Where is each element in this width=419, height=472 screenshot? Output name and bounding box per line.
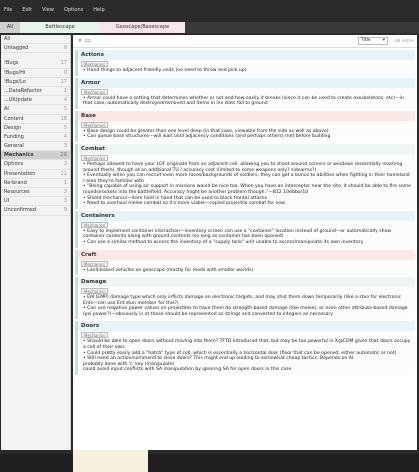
sidebar-item-label: Design (4, 124, 22, 131)
sidebar-item-count: 5 (63, 124, 67, 131)
sidebar-item-label: AI (4, 106, 9, 113)
note-title: Craft (78, 250, 415, 260)
note-card[interactable] (75, 50, 415, 76)
search-icon[interactable]: ⌕ (78, 37, 82, 44)
sidebar-item-count: 17 (60, 78, 67, 85)
note-line: • Hand things to adjacent friendly units (no need to throw and pick up) (83, 68, 247, 73)
sidebar-item-label: Re-brand (4, 179, 27, 186)
sidebar-item-bugs[interactable] (1, 59, 70, 68)
sidebar-item-count: 3 (63, 198, 67, 205)
note-body (78, 96, 415, 109)
tab-bar-filler (185, 22, 419, 33)
note-card[interactable] (75, 277, 415, 319)
sidebar-item-content[interactable] (1, 115, 70, 124)
sidebar-item-label: Untagged (4, 45, 29, 52)
sidebar-item-uiupdate[interactable] (1, 96, 70, 105)
sidebar-item-label: General (4, 143, 24, 150)
sidebar-item-label: ...UIUpdate (4, 97, 33, 104)
note-tag[interactable]: Mechanics (81, 288, 108, 294)
note-line: • Can use negative power values on projectiles to have them do strength-based damage (like melee), or even other attribute-based damage (psi power?)—obviously in xt these should be represented as strings and converted to integers as necessary (83, 306, 408, 317)
chevron-down-icon: ▾ (382, 38, 385, 43)
sidebar-item-label: ...DataRefactor (4, 87, 42, 94)
note-tag[interactable]: Mechanics (81, 261, 108, 267)
sort-select[interactable] (358, 37, 388, 45)
note-card[interactable] (75, 144, 415, 209)
sidebar-item-ui[interactable] (1, 197, 70, 206)
note-title: Damage (78, 277, 415, 287)
sidebar-item-label: Unconfirmed (4, 207, 37, 214)
sidebar-item-label: !Bugs (4, 60, 19, 67)
note-line: • Can use a similar method to access the inventory of a "supply tank" unit unable to access/manipulate its own inventory (83, 239, 364, 245)
sidebar-item-count: 0 (63, 69, 67, 76)
note-line: • Armor could have a setting that determines whether or not and how easily it breaks (since it can be used to create exoskeletons, etc)—in that case, automatically destroyed/removed and items in inv slots fall to ground (83, 95, 404, 107)
note-count: 28 notes (394, 38, 414, 44)
note-line: • Perhaps allowed to have your LOF originate from an adjacent cell, allowing you to shoot around corners or windows (essentially reaching around them), though at an additional TU / accuracy cost (limited to some weapons only? sidearms?) (83, 161, 403, 173)
note-title: Armor (78, 78, 415, 88)
tab-all[interactable]: All (0, 22, 20, 33)
sort-label: Title (361, 38, 371, 43)
note-line: • Shield mechanics—item held in hand that can be used to block frontal attacks (83, 195, 268, 201)
sidebar-item-resources[interactable] (1, 188, 70, 197)
sidebar-item-count: 0 (63, 45, 67, 52)
sidebar-item-count: 17 (60, 60, 67, 67)
sidebar-item-count: 18 (60, 115, 67, 122)
sidebar-item-ai[interactable] (1, 105, 70, 114)
note-card[interactable] (75, 111, 415, 142)
note-line: could avoid input conflicts with SA manipulation by ignoring SA for open doors in this case (83, 367, 292, 373)
note-line: • Still need an action/command to close doors? This might end up leading to somewhat cheap tactics. Depends on AI. (83, 356, 355, 362)
note-title: Containers (78, 211, 415, 221)
note-line: • Eventually when you can recruit even more races/backgrounds of soldiers, they can get a bonus to abilities when fighting in their homeland / area they're familiar with (83, 173, 410, 184)
note-card[interactable] (75, 321, 415, 375)
tab-battlescape[interactable]: Battlescape (20, 22, 100, 33)
sidebar-item-label: Resources (4, 189, 30, 195)
note-list (73, 50, 417, 375)
note-tag[interactable]: Mechanics (81, 61, 108, 67)
sidebar-item-unconfirmed[interactable] (1, 206, 70, 215)
note-card[interactable] (75, 78, 415, 109)
sidebar-item-untagged[interactable] (1, 44, 70, 53)
sidebar-item-count: 4 (63, 133, 67, 140)
sidebar-item-funding[interactable] (1, 133, 70, 142)
notes-toolbar (73, 35, 417, 48)
sidebar-item-bugs-hi[interactable] (1, 69, 70, 78)
sidebar-item-label: !Bugs/Lo (4, 78, 26, 85)
sidebar-item-label: Funding (4, 133, 24, 140)
new-note-icon[interactable]: ▭ (85, 37, 91, 44)
note-line: • Could pretty easily add a "hatch" type of cell, which is essentially a horizontal door (floor that can be opened, either automatic or not) (83, 350, 397, 356)
sidebar-item-label: !Bugs/Hi (4, 69, 26, 76)
menu-bar (0, 0, 419, 20)
menu-view[interactable]: View (42, 7, 54, 13)
sidebar-item-count: 9 (63, 207, 67, 214)
note-body (78, 68, 415, 76)
sidebar-item-all[interactable] (1, 35, 70, 44)
note-line: • Base design could be greater than one level deep (in that case, viewable from the side as well as above) (83, 128, 329, 134)
note-body (78, 268, 415, 276)
note-body (78, 339, 415, 375)
menu-help[interactable]: Help (93, 7, 105, 13)
note-tag[interactable]: Mechanics (81, 222, 108, 228)
note-tag[interactable]: Mechanics (81, 155, 108, 161)
sidebar-item-label: All (4, 36, 11, 42)
sidebar-item-label: Content (4, 115, 24, 122)
note-line: • Easy to implement container interaction—inventory screen can use a "container" location instead of ground—or automatically show container contents along with ground contents (so long as container has been opened) (83, 228, 392, 240)
sidebar-item-count: 5 (63, 106, 67, 113)
note-body (78, 129, 415, 142)
sidebar-item-label: Mechanics (4, 152, 34, 159)
sidebar-item-count: 28 (60, 152, 67, 159)
sidebar-item-count: 1 (63, 87, 67, 94)
sidebar-item-label: UI (4, 198, 10, 205)
note-body (78, 229, 415, 248)
sidebar-item-count: 11 (60, 170, 67, 177)
menu-options[interactable]: Options (63, 7, 84, 13)
sidebar-item-options[interactable] (1, 160, 70, 169)
sidebar-item-general[interactable] (1, 142, 70, 151)
note-tag[interactable]: Mechanics (81, 89, 108, 95)
notes-pane (73, 35, 417, 450)
sidebar-item-count: 4 (63, 97, 67, 104)
sidebar-item-rebrand[interactable] (1, 179, 70, 188)
note-title: Actions (78, 50, 415, 60)
sidebar-item-presentation[interactable] (1, 170, 70, 179)
note-line: • Can queue base structures—will wait until adjacency conditions (and perhaps others) met before building (83, 134, 331, 140)
note-line: • EM (EMP) damage type which only inflicts damage on electronic targets, and may shut them down temporarily (like a stun for electronic Ents—can use Ent stun member for this?) (83, 295, 402, 306)
note-tag[interactable]: Mechanics (81, 332, 108, 338)
note-title: Doors (78, 321, 415, 331)
note-line: • "Being capable of using air support in missions would be nice too. When you have an interceptor near the site, it should be able to fire some rounds/rockets into the battlefield. Accuracy might be another problem though."—B12 10ebbor10 (83, 184, 411, 195)
tab-geoscape[interactable]: Geoscape/Basescape (100, 22, 185, 33)
sidebar-item-count: 3 (63, 143, 67, 150)
note-card[interactable] (75, 250, 415, 276)
note-line: • Should be able to open doors without moving into them? TFTD introduced that, but may be too powerful in X@COM given that doors occupy a cell of their own. (83, 339, 411, 351)
note-card[interactable] (75, 211, 415, 248)
note-body (78, 162, 415, 209)
sidebar-item-count: 1 (63, 179, 67, 186)
sidebar-item-count: 3 (63, 189, 67, 195)
sidebar-item-design[interactable] (1, 124, 70, 133)
sidebar-item-label: Presentation (4, 170, 36, 177)
sidebar-item-datarefactor[interactable] (1, 87, 70, 96)
note-title: Combat (78, 144, 415, 154)
tag-sidebar (1, 35, 71, 450)
note-tag[interactable]: Mechanics (81, 122, 108, 128)
note-line: • Land-based vehicles on geoscape (mostly for mods with smaller worlds) (83, 267, 254, 273)
note-line: • Need to overhaul melee combat so it's more viable—copied projectile combat for now (83, 201, 285, 207)
sidebar-item-bugs-lo[interactable] (1, 78, 70, 87)
sidebar-item-mechanics[interactable] (1, 151, 70, 160)
note-line: probably done with 'c' key (manipulate) (83, 361, 175, 367)
menu-file[interactable]: File (4, 7, 13, 13)
note-body (78, 295, 415, 319)
menu-edit[interactable]: Edit (22, 7, 33, 13)
sidebar-item-label: Options (4, 161, 24, 168)
tab-bar (0, 22, 419, 33)
note-title: Base (78, 111, 415, 121)
sidebar-item-count: 3 (63, 161, 67, 168)
